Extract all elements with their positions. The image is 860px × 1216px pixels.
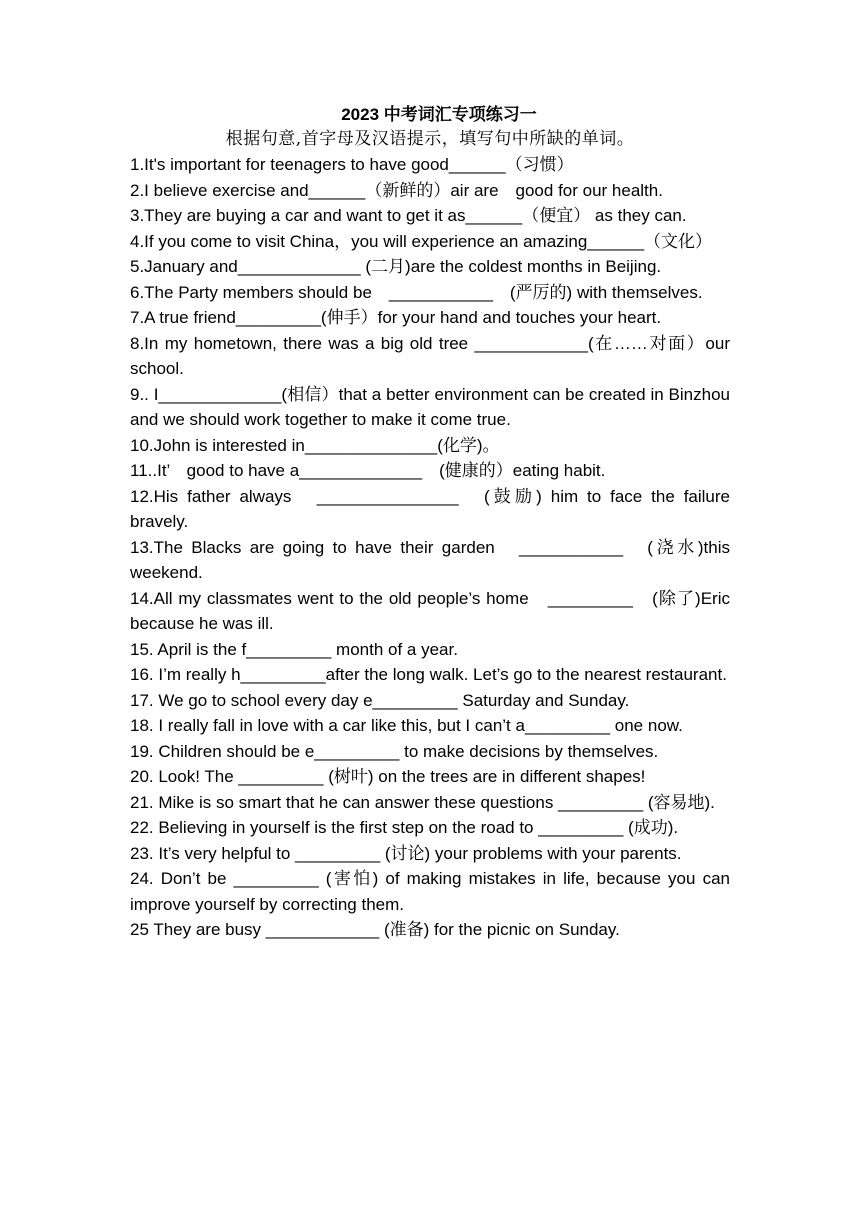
exercise-item: 19. Children should be e_________ to make decisions by themselves. [130, 741, 659, 761]
exercise-item: 17. We go to school every day e_________ Saturday and Sunday. [130, 690, 630, 710]
exercise-item: 5.January and_____________ (二月)are the coldest months in Beijing. [130, 257, 662, 276]
exercise-item: 9.. I_____________(相信）that a better environment can be created in Binzhou and we should work together to make it come true. [130, 384, 730, 429]
exercise-item: 13.The Blacks are going to have their garden ___________ (浇水)this weekend. [130, 537, 730, 582]
exercise-item: 1.It's important for teenagers to have good______（习惯） [130, 155, 574, 174]
worksheet-page [130, 104, 730, 943]
exercise-item: 2.I believe exercise and______（新鲜的）air are good for our health. [130, 180, 663, 200]
exercise-item: 25 They are busy ____________ (准备) for the picnic on Sunday. [130, 920, 620, 939]
exercise-item: 11..It’ good to have a_____________ (健康的）eating habit. [130, 461, 606, 480]
exercise-item: 12.His father always _______________ (鼓励) him to face the failure bravely. [130, 486, 730, 531]
exercise-item: 24. Don’t be _________ (害怕) of making mistakes in life, because you can improve yourself by correcting them. [130, 869, 730, 914]
exercise-item: 10.John is interested in______________(化学)。 [130, 435, 500, 455]
exercise-item: 23. It’s very helpful to _________ (讨论) your problems with your parents. [130, 843, 682, 863]
exercise-item: 7.A true friend_________(伸手）for your hand and touches your heart. [130, 308, 662, 327]
document-title: 2023 中考词汇专项练习一 [341, 105, 537, 124]
exercise-item: 16. I’m really h_________after the long walk. Let’s go to the nearest restaurant. [130, 665, 727, 684]
instruction-text: 根据句意,首字母及汉语提示，填写句中所缺的单词。 [225, 129, 635, 149]
exercise-item: 14.All my classmates went to the old people’s home _________ (除了)Eric because he was ill. [130, 588, 730, 633]
exercise-item: 15. April is the f_________ month of a year. [130, 639, 458, 659]
exercise-item: 22. Believing in yourself is the first step on the road to _________ (成功). [130, 818, 679, 837]
exercise-item: 4.If you come to visit China，you will experience an amazing______（文化） [130, 231, 713, 251]
exercise-item: 3.They are buying a car and want to get it as______（便宜） as they can. [130, 206, 687, 225]
exercise-item: 21. Mike is so smart that he can answer these questions _________ (容易地). [130, 792, 715, 812]
exercise-item: 18. I really fall in love with a car like this, but I can’t a_________ one now. [130, 716, 683, 735]
exercise-item: 8.In my hometown, there was a big old tree ____________(在……对面）our school. [130, 333, 730, 378]
exercise-item: 6.The Party members should be ___________ (严厉的) with themselves. [130, 282, 703, 302]
exercise-list [130, 152, 730, 943]
exercise-item: 20. Look! The _________ (树叶) on the trees are in different shapes! [130, 767, 646, 786]
